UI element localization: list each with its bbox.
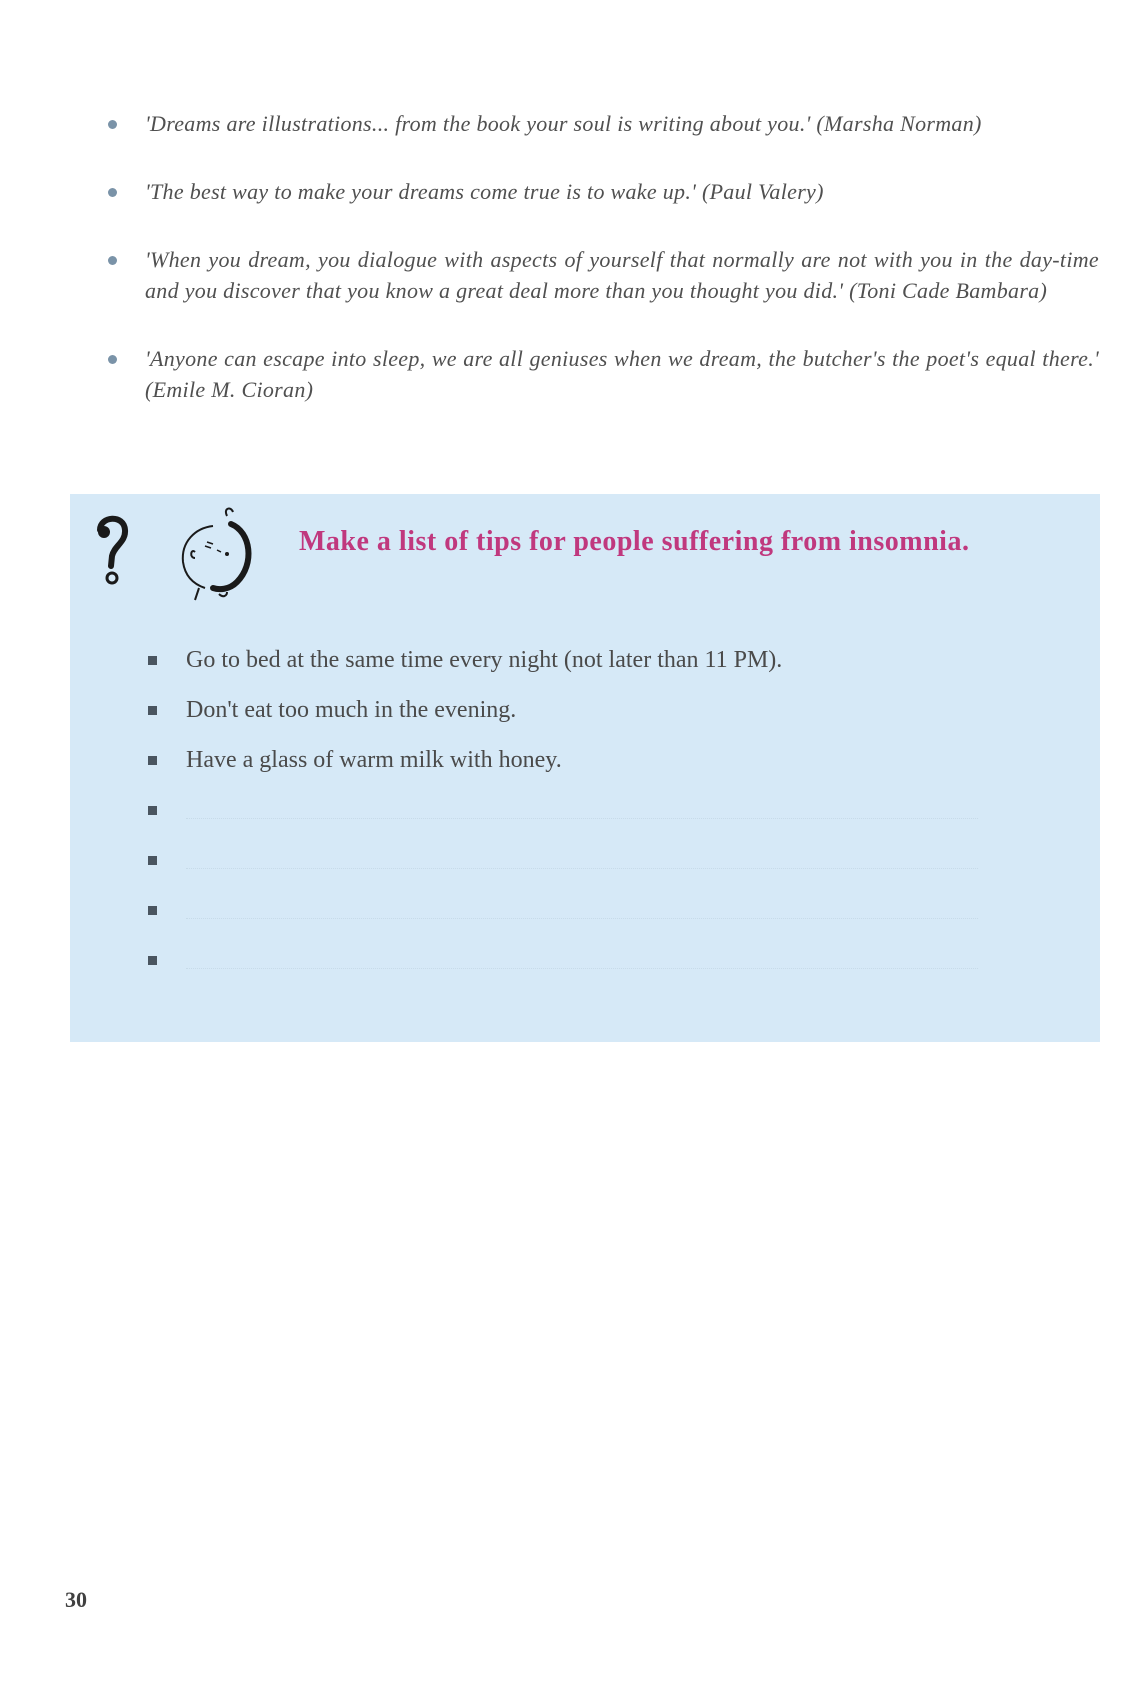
blank-tip-line[interactable] xyxy=(148,846,1048,896)
square-bullet-icon xyxy=(148,806,157,815)
tip-text: Have a glass of warm milk with honey. xyxy=(186,747,562,773)
sleeping-baby-icon xyxy=(165,504,265,604)
tips-list xyxy=(148,646,1048,996)
quote-list xyxy=(105,108,1099,442)
task-box xyxy=(70,494,1100,1042)
quote-text: 'Dreams are illustrations... from the book your soul is writing about you.' (Marsha Norman) xyxy=(145,111,982,136)
task-title: Make a list of tips for people suffering from insomnia. xyxy=(299,526,970,557)
quote-text: 'When you dream, you dialogue with aspects of yourself that normally are not with you in the day-time and you discover that you know a great deal more than you thought you did.' (Toni Cade Bambara) xyxy=(145,247,1099,303)
bullet-dot-icon xyxy=(108,120,117,129)
blank-tip-line[interactable] xyxy=(148,796,1048,846)
bullet-dot-icon xyxy=(108,256,117,265)
square-bullet-icon xyxy=(148,906,157,915)
square-bullet-icon xyxy=(148,856,157,865)
square-bullet-icon xyxy=(148,706,157,715)
quote-item xyxy=(105,176,1099,207)
quote-item xyxy=(105,343,1099,405)
square-bullet-icon xyxy=(148,956,157,965)
square-bullet-icon xyxy=(148,756,157,765)
list-item xyxy=(148,696,1048,746)
square-bullet-icon xyxy=(148,656,157,665)
quote-item xyxy=(105,108,1099,139)
bullet-dot-icon xyxy=(108,188,117,197)
list-item xyxy=(148,746,1048,796)
blank-tip-line[interactable] xyxy=(148,896,1048,946)
tip-text: Go to bed at the same time every night (not later than 11 PM). xyxy=(186,647,783,673)
question-mark-icon xyxy=(92,508,132,588)
quote-item xyxy=(105,244,1099,306)
list-item xyxy=(148,646,1048,696)
tip-text: Don't eat too much in the evening. xyxy=(186,697,517,723)
blank-tip-line[interactable] xyxy=(148,946,1048,996)
page-number: 30 xyxy=(65,1587,87,1612)
quote-text: 'The best way to make your dreams come true is to wake up.' (Paul Valery) xyxy=(145,179,824,204)
quote-text: 'Anyone can escape into sleep, we are all geniuses when we dream, the butcher's the poet's equal there.' (Emile M. Cioran) xyxy=(145,346,1099,402)
bullet-dot-icon xyxy=(108,355,117,364)
